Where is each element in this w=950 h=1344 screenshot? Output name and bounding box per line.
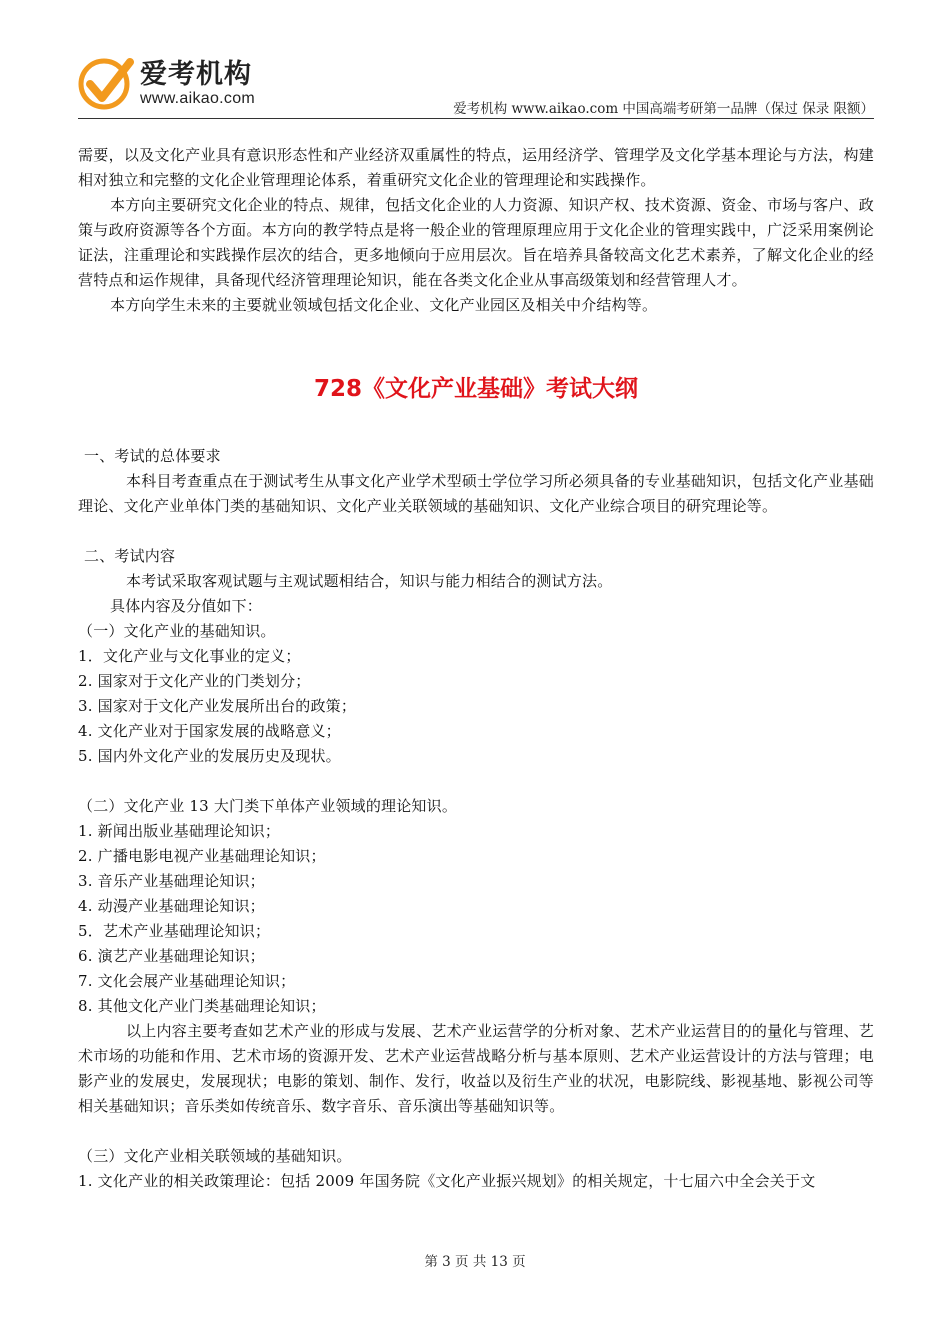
list-item: 7. 文化会展产业基础理论知识； — [78, 972, 296, 990]
section-2-line-2: 具体内容及分值如下： — [110, 597, 263, 615]
list-item: 1. 新闻出版业基础理论知识； — [78, 822, 281, 840]
page-number-footer: 第 3 页 共 13 页 — [424, 1254, 526, 1270]
section-2-heading: 二、考试内容 — [84, 547, 176, 565]
intro-paragraph-3: 本方向学生未来的主要就业领域包括文化企业、文化产业园区及相关中介结构等。 — [110, 296, 658, 314]
aikao-logo[interactable] — [78, 52, 278, 114]
header-divider — [78, 118, 874, 119]
list-item: 3. 音乐产业基础理论知识； — [78, 872, 265, 890]
logo-url: www.aikao.com — [140, 90, 256, 107]
page-content — [78, 143, 874, 1194]
list-item: 5. 国内外文化产业的发展历史及现状。 — [78, 747, 341, 765]
part-1-heading: （一）文化产业的基础知识。 — [78, 622, 276, 640]
section-2-line-1: 本考试采取客观试题与主观试题相结合，知识与能力相结合的测试方法。 — [126, 572, 613, 590]
list-item: 1. 文化产业的相关政策理论：包括 2009 年国务院《文化产业振兴规划》的相关规定，十七届六中全会关于文 — [78, 1172, 816, 1190]
list-item: 2. 广播电影电视产业基础理论知识； — [78, 847, 326, 865]
list-item: 5．艺术产业基础理论知识； — [78, 922, 271, 940]
list-item: 6. 演艺产业基础理论知识； — [78, 947, 265, 965]
syllabus-title: 728《文化产业基础》考试大纲 — [313, 376, 638, 402]
header-tagline: 爱考机构 www.aikao.com 中国高端考研第一品牌（保过 保录 限额） — [453, 101, 874, 117]
part-3-heading: （三）文化产业相关联领域的基础知识。 — [78, 1147, 352, 1165]
intro-paragraph-1: 需要，以及文化产业具有意识形态性和产业经济双重属性的特点，运用经济学、管理学及文化学基本理论与方法，构建相对独立和完整的文化企业管理理论体系，着重研究文化企业的管理理论和实践操作。 — [78, 146, 874, 189]
list-item: 4. 动漫产业基础理论知识； — [78, 897, 265, 915]
logo-check-icon — [78, 54, 134, 112]
part-2-note: 以上内容主要考查如艺术产业的形成与发展、艺术产业运营学的分析对象、艺术产业运营目的的量化与管理、艺术市场的功能和作用、艺术市场的资源开发、艺术产业运营战略分析与基本原则、艺术产业运营设计的方法与管理；电影产业的发展史，发展现状；电影的策划、制作、发行，收益以及衍生产业的状况，电影院线、影视基地、影视公司等相关基础知识；音乐类如传统音乐、数字音乐、音乐演出等基础知识等。 — [78, 1022, 874, 1115]
part-2-heading: （二）文化产业 13 大门类下单体产业领域的理论知识。 — [78, 797, 458, 815]
page-header — [0, 0, 950, 125]
list-item: 2. 国家对于文化产业的门类划分； — [78, 672, 311, 690]
list-item: 4. 文化产业对于国家发展的战略意义； — [78, 722, 341, 740]
intro-paragraph-2: 本方向主要研究文化企业的特点、规律，包括文化企业的人力资源、知识产权、技术资源、资金、市场与客户、政策与政府资源等各个方面。本方向的教学特点是将一般企业的管理原理应用于文化企业的管理实践中，广泛采用案例论证法，注重理论和实践操作层次的结合，更多地倾向于应用层次。旨在培养具备较高文化艺术素养，了解文化企业的经营特点和运作规律，具备现代经济管理理论知识，能在各类文化企业从事高级策划和经营管理人才。 — [78, 196, 874, 289]
section-1-heading: 一、考试的总体要求 — [84, 447, 221, 465]
list-item: 1．文化产业与文化事业的定义； — [78, 647, 301, 665]
list-item: 3. 国家对于文化产业发展所出台的政策； — [78, 697, 357, 715]
list-item: 8. 其他文化产业门类基础理论知识； — [78, 997, 326, 1015]
section-1-body: 本科目考查重点在于测试考生从事文化产业学术型硕士学位学习所必须具备的专业基础知识，包括文化产业基础理论、文化产业单体门类的基础知识、文化产业关联领域的基础知识、文化产业综合项目的研究理论等。 — [78, 472, 874, 515]
logo-chinese-name: 爱考机构 — [140, 59, 252, 90]
